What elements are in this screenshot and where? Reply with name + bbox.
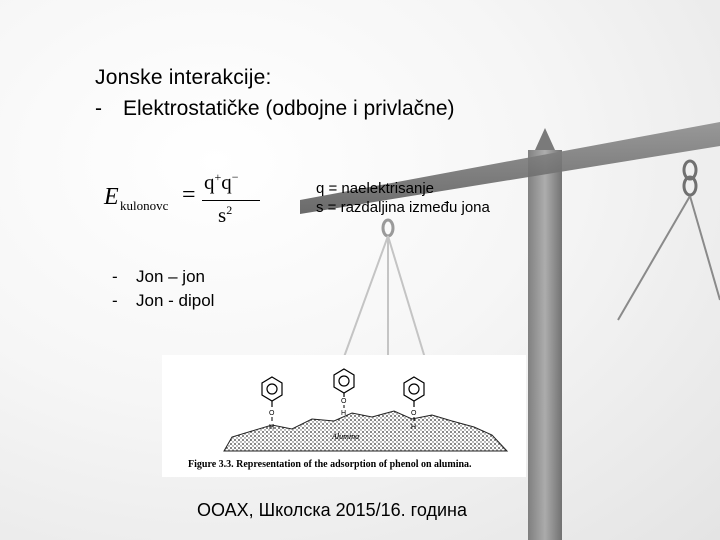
phenol-molecule-middle (334, 369, 354, 397)
formula-legend (316, 179, 490, 217)
svg-text:O: O (341, 398, 347, 405)
formula-equals: = (182, 182, 196, 208)
phenol-molecule-left (262, 377, 282, 407)
phenol-molecule-right (404, 377, 424, 407)
list-item: - Jon – jon (112, 267, 205, 286)
slide-title: Jonske interakcije: (95, 66, 272, 89)
alumina-label: Alumina (332, 432, 360, 441)
subtitle-dash: - (95, 97, 102, 120)
formula-energy-symbol: E (104, 184, 119, 210)
formula-energy-subscript: kulonovc (120, 198, 169, 213)
figure-caption: Figure 3.3. Representation of the adsorption of phenol on alumina. (188, 459, 472, 470)
formula-fraction-bar (202, 200, 260, 201)
svg-text:O: O (269, 410, 275, 417)
formula-denominator: $s^2$ (218, 203, 233, 227)
footer-text: ООАХ, Школска 2015/16. година (197, 500, 467, 520)
phenol-adsorption-figure (162, 355, 526, 477)
slide-subtitle (95, 97, 455, 121)
formula-numerator: q+q− (204, 170, 239, 194)
svg-text:H: H (269, 424, 275, 431)
bullet-list (112, 265, 214, 313)
legend-line-s: s = razdaljina između jona (316, 199, 490, 216)
subtitle-text: Elektrostatičke (odbojne i privlačne) (123, 97, 455, 120)
svg-text:O: O (411, 410, 417, 417)
svg-text:H: H (341, 410, 347, 417)
list-item: - Jon - dipol (112, 291, 215, 310)
svg-text:H: H (411, 424, 417, 431)
coulomb-formula (100, 170, 280, 230)
legend-line-q: q = naelektrisanje (316, 180, 434, 197)
